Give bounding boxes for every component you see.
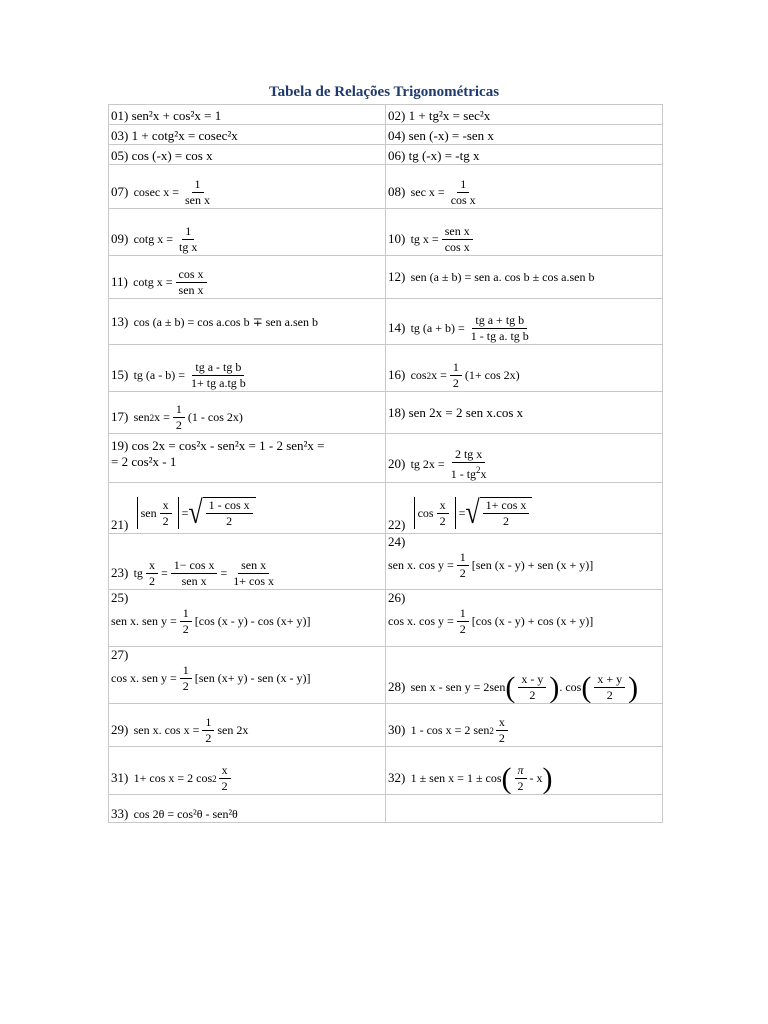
formula-number: 22) [388, 517, 406, 532]
formula-text: 1 + cotg²x = cosec²x [131, 128, 238, 143]
fraction: $\frac{x}{2}$ [146, 558, 158, 589]
fraction: $\frac{\text{1 - cos x}}{2}$ [206, 498, 253, 529]
table-row [109, 795, 663, 823]
formula-cell [386, 209, 663, 256]
table-row [109, 392, 663, 434]
fraction: $\frac{x}{2}$ [437, 498, 449, 529]
fraction: $\frac{\text{sen x}}{\text{cos x}}$ [442, 224, 473, 255]
table-row [109, 590, 663, 647]
formula-32: 1 ± sen x = 1 ± cos ( $\frac{\pi}{2}$ - x ) [410, 761, 553, 795]
square-root: √ $\frac{\text{1+ cos x}}{2}$ [465, 497, 532, 529]
formula-text: tg (-x) = -tg x [408, 148, 480, 163]
formula-cell [386, 704, 663, 747]
formula-number: 23) [111, 565, 129, 580]
fraction: $\frac{\text{tg a + tg b}}{\text{1 - tg a. tg b}}$ [470, 313, 529, 343]
formula-cell [109, 105, 386, 125]
formula-26: cos x. cos y = $\frac{1}{2}$ [cos (x - y) + cos (x + y)] [388, 606, 594, 636]
formula-number: 18) [388, 404, 406, 420]
square-root: √ $\frac{\text{1 - cos x}}{2}$ [188, 497, 255, 529]
formula-09: cotg x = $\frac{1}{\text{tg x}}$ [134, 224, 204, 255]
formula-25: sen x. sen y = $\frac{1}{2}$ [cos (x - y) - cos (x+ y)] [111, 606, 311, 636]
formula-22: cos $\frac{x}{2}$ = √ $\frac{\text{1+ cos x}}{2}$ [411, 497, 533, 529]
formula-cell [386, 165, 663, 209]
formula-cell [109, 704, 386, 747]
table-row [109, 483, 663, 534]
formula-cell [386, 747, 663, 795]
fraction: $\frac{\text{2 tg x}}{1 - tg^2x}$ [450, 447, 487, 481]
formula-text: sen 2x = 2 sen x.cos x [408, 404, 524, 420]
formula-24: sen x. cos y = $\frac{1}{2}$ [sen (x - y) + sen (x + y)] [388, 550, 594, 580]
formula-number: 14) [388, 320, 406, 335]
table-row [109, 145, 663, 165]
fraction: $\frac{x}{2}$ [160, 498, 172, 529]
formula-number: 21) [111, 517, 129, 532]
formula-number: 25) [111, 590, 129, 605]
formula-10: tg x = $\frac{\text{sen x}}{\text{cos x}}$ [411, 224, 476, 255]
formula-number: 24) [388, 534, 406, 549]
formula-cell [109, 125, 386, 145]
fraction: $\frac{x - y}{2}$ [518, 672, 546, 703]
fraction: $\frac{\text{sen x}}{\text{1+ cos x}}$ [233, 558, 275, 588]
fraction: $\frac{1}{2}$ [180, 663, 192, 694]
table-row [109, 647, 663, 704]
formula-cell [386, 125, 663, 145]
formula-17: sen 2 x = $\frac{1}{2}$ (1 - cos 2x) [133, 402, 243, 432]
formula-31: 1+ cos x = 2 cos 2 $\frac{x}{2}$ [134, 763, 234, 794]
fraction: $\frac{1}{2}$ [173, 402, 185, 433]
fraction: $\frac{1}{2}$ [457, 606, 469, 637]
formula-cell [386, 534, 663, 590]
formula-28: sen x - sen y = 2sen ( $\frac{x - y}{2}$ ) . cos ( $\frac{x + y}{2}$ ) [410, 670, 639, 704]
formula-cell [109, 299, 386, 345]
trig-table [108, 104, 663, 823]
formula-number: 10) [388, 231, 406, 246]
formula-number: 02) [388, 108, 406, 123]
formula-text: sen (-x) = -sen x [408, 128, 494, 143]
formula-number: 06) [388, 148, 406, 163]
formula-text: cos (-x) = cos x [131, 148, 213, 163]
formula-cell [109, 392, 386, 434]
formula-cell [386, 345, 663, 392]
formula-text: sen²x + cos²x = 1 [131, 108, 222, 123]
formula-16: cos 2 x = $\frac{1}{2}$ (1+ cos 2x) [410, 360, 520, 390]
formula-20: tg 2x = $\frac{\text{2 tg x}}{1 - tg^2x}$ [411, 447, 493, 482]
fraction: $\frac{1}{\text{tg x}}$ [179, 224, 198, 254]
formula-14: tg (a + b) = $\frac{\text{tg a + tg b}}{\text{1 - tg a. tg b}}$ [411, 313, 535, 344]
formula-number: 32) [388, 770, 406, 785]
formula-number: 04) [388, 128, 406, 143]
fraction: $\frac{1}{2}$ [457, 550, 469, 581]
formula-number: 09) [111, 231, 129, 246]
fraction: $\frac{\text{cos x}}{\text{sen x}}$ [176, 267, 207, 298]
table-row [109, 125, 663, 145]
formula-08: sec x = $\frac{1}{\text{cos x}}$ [411, 177, 482, 208]
table-row [109, 165, 663, 209]
formula-number: 11) [111, 274, 128, 289]
fraction: $\frac{1}{2}$ [180, 606, 192, 637]
formula-27: cos x. sen y = $\frac{1}{2}$ [sen (x+ y) - sen (x - y)] [111, 663, 311, 693]
empty-cell [386, 795, 663, 823]
formula-15: tg (a - b) = $\frac{\text{tg a - tg b}}{\text{1+ tg a.tg b}}$ [134, 360, 252, 391]
formula-cell [386, 256, 663, 299]
formula-13: cos (a ± b) = cos a.cos b ∓ sen a.sen b [133, 314, 318, 329]
formula-cell [109, 256, 386, 299]
formula-cell [386, 590, 663, 647]
formula-33: cos 2θ = cos²θ - sen²θ [133, 807, 238, 821]
formula-cell [109, 590, 386, 647]
formula-number: 33) [111, 806, 129, 821]
formula-number: 27) [111, 647, 129, 662]
table-row [109, 434, 663, 483]
table-row [109, 209, 663, 256]
fraction: $\frac{\pi}{2}$ [515, 763, 527, 794]
table-row [109, 747, 663, 795]
page-title: Tabela de Relações Trigonométricas [268, 84, 500, 100]
fraction: $\frac{\text{tg a - tg b}}{\text{1+ tg a.tg b}}$ [191, 360, 246, 390]
formula-cell [386, 434, 663, 483]
formula-cell [386, 483, 663, 534]
formula-cell [109, 434, 386, 483]
formula-number: 05) [111, 148, 129, 163]
fraction: $\frac{\text{1+ cos x}}{2}$ [483, 498, 530, 529]
formula-cell [109, 145, 386, 165]
formula-cell [386, 299, 663, 345]
formula-11: cotg x = $\frac{\text{cos x}}{\text{sen x}}$ [133, 267, 209, 298]
table-row [109, 345, 663, 392]
fraction: $\frac{x}{2}$ [219, 763, 231, 794]
formula-text: = 2 cos²x - 1 [111, 454, 177, 469]
formula-23: tg $\frac{x}{2}$ = $\frac{\text{1− cos x}}{\text{sen x}}$ = $\frac{\text{sen x}}{\text{1+ cos x}}$ [134, 558, 280, 589]
fraction: $\frac{1}{\text{cos x}}$ [450, 177, 476, 207]
formula-cell [109, 795, 386, 823]
fraction: $\frac{\text{1− cos x}}{\text{sen x}}$ [171, 558, 218, 589]
formula-21: sen $\frac{x}{2}$ = √ $\frac{\text{1 - cos x}}{2}$ [134, 497, 256, 529]
formula-cell [109, 534, 386, 590]
formula-12: sen (a ± b) = sen a. cos b ± cos a.sen b [410, 270, 595, 284]
formula-number: 31) [111, 770, 129, 785]
fraction: $\frac{x}{2}$ [496, 715, 508, 746]
formula-number: 15) [111, 367, 129, 382]
formula-number: 12) [388, 269, 406, 284]
formula-cell [109, 345, 386, 392]
fraction: $\frac{x + y}{2}$ [594, 672, 625, 703]
formula-cell [386, 392, 663, 434]
table-row [109, 534, 663, 590]
table-row [109, 704, 663, 747]
table-row [109, 299, 663, 345]
formula-text: 1 + tg²x = sec²x [408, 108, 491, 123]
formula-number: 16) [388, 367, 406, 382]
formula-cell [386, 105, 663, 125]
formula-number: 20) [388, 456, 406, 471]
formula-cell [109, 483, 386, 534]
formula-number: 07) [111, 184, 129, 199]
formula-cell [109, 647, 386, 704]
formula-30: 1 - cos x = 2 sen 2 $\frac{x}{2}$ [411, 715, 511, 746]
formula-number: 08) [388, 184, 406, 199]
formula-number: 01) [111, 108, 129, 123]
formula-number: 28) [388, 679, 406, 694]
formula-number: 30) [388, 722, 406, 737]
formula-number: 17) [111, 409, 129, 424]
fraction: $\frac{1}{\text{sen x}}$ [185, 177, 211, 207]
fraction: $\frac{1}{2}$ [450, 360, 462, 391]
formula-number: 29) [111, 722, 129, 737]
formula-07: cosec x = $\frac{1}{\text{sen x}}$ [134, 177, 216, 208]
formula-number: 13) [111, 313, 129, 329]
formula-number: 03) [111, 128, 129, 143]
formula-cell [109, 209, 386, 256]
formula-cell [109, 747, 386, 795]
table-row [109, 256, 663, 299]
formula-cell [109, 165, 386, 209]
formula-cell [386, 647, 663, 704]
formula-text: cos 2x = cos²x - sen²x = 1 - 2 sen²x = [131, 438, 325, 453]
formula-number: 26) [388, 590, 406, 605]
formula-29: sen x. cos x = $\frac{1}{2}$ sen 2x [133, 715, 249, 745]
table-row [109, 105, 663, 125]
formula-cell [386, 145, 663, 165]
formula-number: 19) [111, 438, 129, 453]
fraction: $\frac{1}{2}$ [202, 715, 214, 746]
